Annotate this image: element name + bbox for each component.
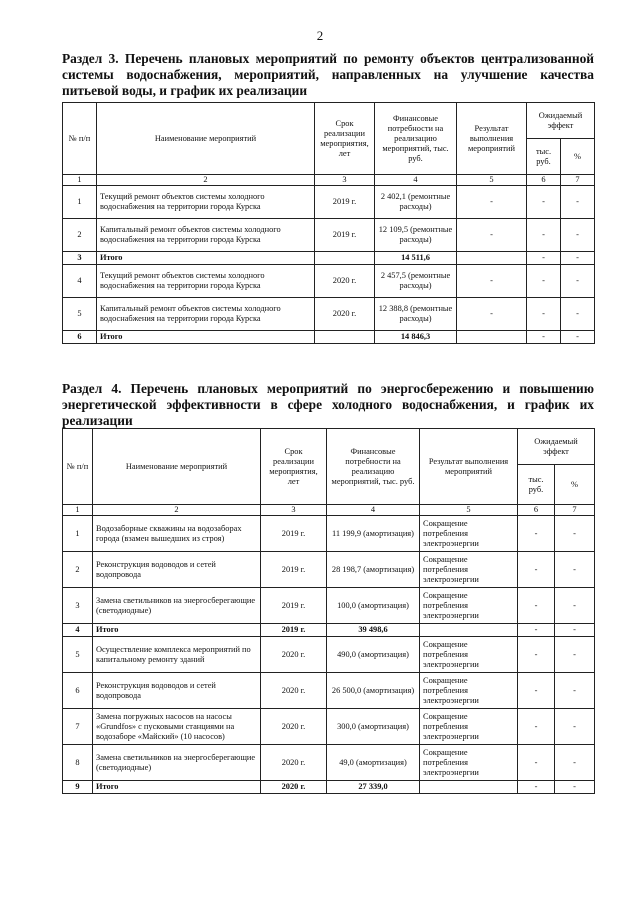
table-row [63,745,595,781]
row-term: 2019 г. [315,219,375,252]
row-finance: 49,0 (амортизация) [327,745,420,781]
header-num: № п/п [63,429,93,505]
row-name: Капитальный ремонт объектов системы холодного водоснабжения на территории города Курска [97,219,315,252]
row-effect-rub: - [527,331,561,344]
table-row [63,673,595,709]
row-effect-rub: - [518,781,555,794]
header-num: № п/п [63,103,97,175]
row-name: Водозаборные скважины на водозаборах города (взамен вышедших из строя) [93,516,261,552]
row-effect-rub: - [518,637,555,673]
row-number: 6 [63,331,97,344]
row-effect-pct: - [555,637,595,673]
section4-table [62,428,595,794]
row-result: Сокращение потребления электроэнергии [420,552,518,588]
header-term: Срок реализации мероприятия, лет [261,429,327,505]
row-finance: 14 846,3 [375,331,457,344]
row-name: Замена погружных насосов на насосы «Grundfos» с пусковыми станциями на водозаборе «Майский» (10 насосов) [93,709,261,745]
section3-table [62,102,595,344]
table-row [63,186,595,219]
row-effect-rub: - [527,252,561,265]
total-row [63,331,595,344]
header-effect-pct: % [555,465,595,505]
row-effect-pct: - [555,516,595,552]
row-finance: 490,0 (амортизация) [327,637,420,673]
row-finance: 12 388,8 (ремонтные расходы) [375,298,457,331]
header-effect-rub: тыс. руб. [527,139,561,175]
row-finance: 300,0 (амортизация) [327,709,420,745]
row-number: 4 [63,265,97,298]
row-name: Замена светильников на энергосберегающие (светодиодные) [93,588,261,624]
row-effect-pct: - [555,588,595,624]
header-name: Наименование мероприятий [93,429,261,505]
row-term: 2019 г. [261,516,327,552]
column-number: 2 [97,175,315,186]
row-name: Замена светильников на энергосберегающие (светодиодные) [93,745,261,781]
row-term: 2020 г. [315,298,375,331]
header-effect: Ожидаемый эффект [518,429,595,465]
row-term: 2019 г. [261,552,327,588]
row-finance: 14 511,6 [375,252,457,265]
row-term: 2020 г. [315,265,375,298]
row-effect-pct: - [561,331,595,344]
row-number: 4 [63,624,93,637]
row-result: - [457,186,527,219]
page-number: 2 [316,28,324,43]
column-number: 4 [375,175,457,186]
row-finance: 2 457,5 (ремонтные расходы) [375,265,457,298]
row-number: 5 [63,298,97,331]
row-effect-rub: - [518,588,555,624]
column-number: 2 [93,505,261,516]
row-number: 9 [63,781,93,794]
row-effect-rub: - [527,265,561,298]
row-term [315,331,375,344]
header-effect: Ожидаемый эффект [527,103,595,139]
row-number: 2 [63,219,97,252]
row-effect-rub: - [527,219,561,252]
row-name: Осуществление комплекса мероприятий по капитальному ремонту зданий [93,637,261,673]
row-effect-rub: - [518,673,555,709]
row-term: 2020 г. [261,637,327,673]
row-result: - [457,265,527,298]
table-row [63,709,595,745]
row-result: Сокращение потребления электроэнергии [420,516,518,552]
header-finance: Финансовые потребности на реализацию мероприятий, тыс. руб. [375,103,457,175]
row-effect-pct: - [555,709,595,745]
row-name: Текущий ремонт объектов системы холодного водоснабжения на территории города Курска [97,186,315,219]
table-row [63,516,595,552]
row-effect-rub: - [518,516,555,552]
column-number: 5 [420,505,518,516]
row-effect-rub: - [518,709,555,745]
row-effect-rub: - [518,624,555,637]
row-result [457,331,527,344]
row-name: Итого [93,624,261,637]
row-finance: 26 500,0 (амортизация) [327,673,420,709]
header-finance: Финансовые потребности на реализацию мероприятий, тыс. руб. [327,429,420,505]
row-effect-pct: - [555,673,595,709]
total-row [63,624,595,637]
header-term: Срок реализации мероприятия, лет [315,103,375,175]
row-effect-rub: - [518,745,555,781]
table-row [63,637,595,673]
row-effect-rub: - [527,186,561,219]
total-row [63,252,595,265]
section3-title: Раздел 3. Перечень плановых мероприятий по ремонту объектов централизованной системы водоснабжения, мероприятий, направленных на улучшение качества питьевой воды, и график их реализации [62,51,594,98]
column-numbers-row [63,505,595,516]
table-row [63,588,595,624]
row-result: - [457,219,527,252]
row-term: 2019 г. [261,588,327,624]
row-name: Итого [93,781,261,794]
column-number: 7 [555,505,595,516]
row-name: Текущий ремонт объектов системы холодного водоснабжения на территории города Курска [97,265,315,298]
row-number: 7 [63,709,93,745]
row-number: 3 [63,252,97,265]
row-name: Итого [97,331,315,344]
row-name: Реконструкция водоводов и сетей водопровода [93,673,261,709]
column-number: 3 [315,175,375,186]
row-result [420,781,518,794]
row-term: 2020 г. [261,745,327,781]
header-effect-rub: тыс. руб. [518,465,555,505]
row-finance: 39 498,6 [327,624,420,637]
table-row [63,219,595,252]
row-term: 2020 г. [261,781,327,794]
row-term: 2020 г. [261,709,327,745]
row-result: Сокращение потребления электроэнергии [420,709,518,745]
total-row [63,781,595,794]
row-finance: 12 109,5 (ремонтные расходы) [375,219,457,252]
row-finance: 100,0 (амортизация) [327,588,420,624]
row-effect-pct: - [561,265,595,298]
row-term: 2020 г. [261,673,327,709]
row-effect-rub: - [518,552,555,588]
column-number: 7 [561,175,595,186]
row-result: Сокращение потребления электроэнергии [420,673,518,709]
column-number: 6 [527,175,561,186]
table-row [63,265,595,298]
row-name: Итого [97,252,315,265]
row-number: 3 [63,588,93,624]
row-number: 1 [63,186,97,219]
row-effect-pct: - [561,298,595,331]
row-number: 2 [63,552,93,588]
row-term: 2019 г. [261,624,327,637]
row-finance: 27 339,0 [327,781,420,794]
header-name: Наименование мероприятий [97,103,315,175]
column-number: 1 [63,175,97,186]
row-result [457,252,527,265]
row-effect-pct: - [561,219,595,252]
header-effect-pct: % [561,139,595,175]
column-number: 3 [261,505,327,516]
row-result: - [457,298,527,331]
row-finance: 11 199,9 (амортизация) [327,516,420,552]
row-result [420,624,518,637]
row-finance: 28 198,7 (амортизация) [327,552,420,588]
row-result: Сокращение потребления электроэнергии [420,745,518,781]
row-name: Реконструкция водоводов и сетей водопровода [93,552,261,588]
row-effect-pct: - [555,781,595,794]
row-term [315,252,375,265]
row-effect-pct: - [555,552,595,588]
row-number: 5 [63,637,93,673]
row-effect-pct: - [561,252,595,265]
header-result: Результат выполнения мероприятий [457,103,527,175]
row-effect-pct: - [555,624,595,637]
column-numbers-row [63,175,595,186]
column-number: 5 [457,175,527,186]
row-term: 2019 г. [315,186,375,219]
row-result: Сокращение потребления электроэнергии [420,637,518,673]
row-name: Капитальный ремонт объектов системы холодного водоснабжения на территории города Курска [97,298,315,331]
row-effect-pct: - [555,745,595,781]
row-number: 8 [63,745,93,781]
table-row [63,298,595,331]
header-result: Результат выполнения мероприятий [420,429,518,505]
column-number: 1 [63,505,93,516]
row-effect-rub: - [527,298,561,331]
row-number: 6 [63,673,93,709]
row-result: Сокращение потребления электроэнергии [420,588,518,624]
row-number: 1 [63,516,93,552]
column-number: 4 [327,505,420,516]
row-finance: 2 402,1 (ремонтные расходы) [375,186,457,219]
table-row [63,552,595,588]
row-effect-pct: - [561,186,595,219]
section4-title: Раздел 4. Перечень плановых мероприятий по энергосбережению и повышению энергетической эффективности в сфере холодного водоснабжения, и график их реализации [62,381,594,428]
column-number: 6 [518,505,555,516]
